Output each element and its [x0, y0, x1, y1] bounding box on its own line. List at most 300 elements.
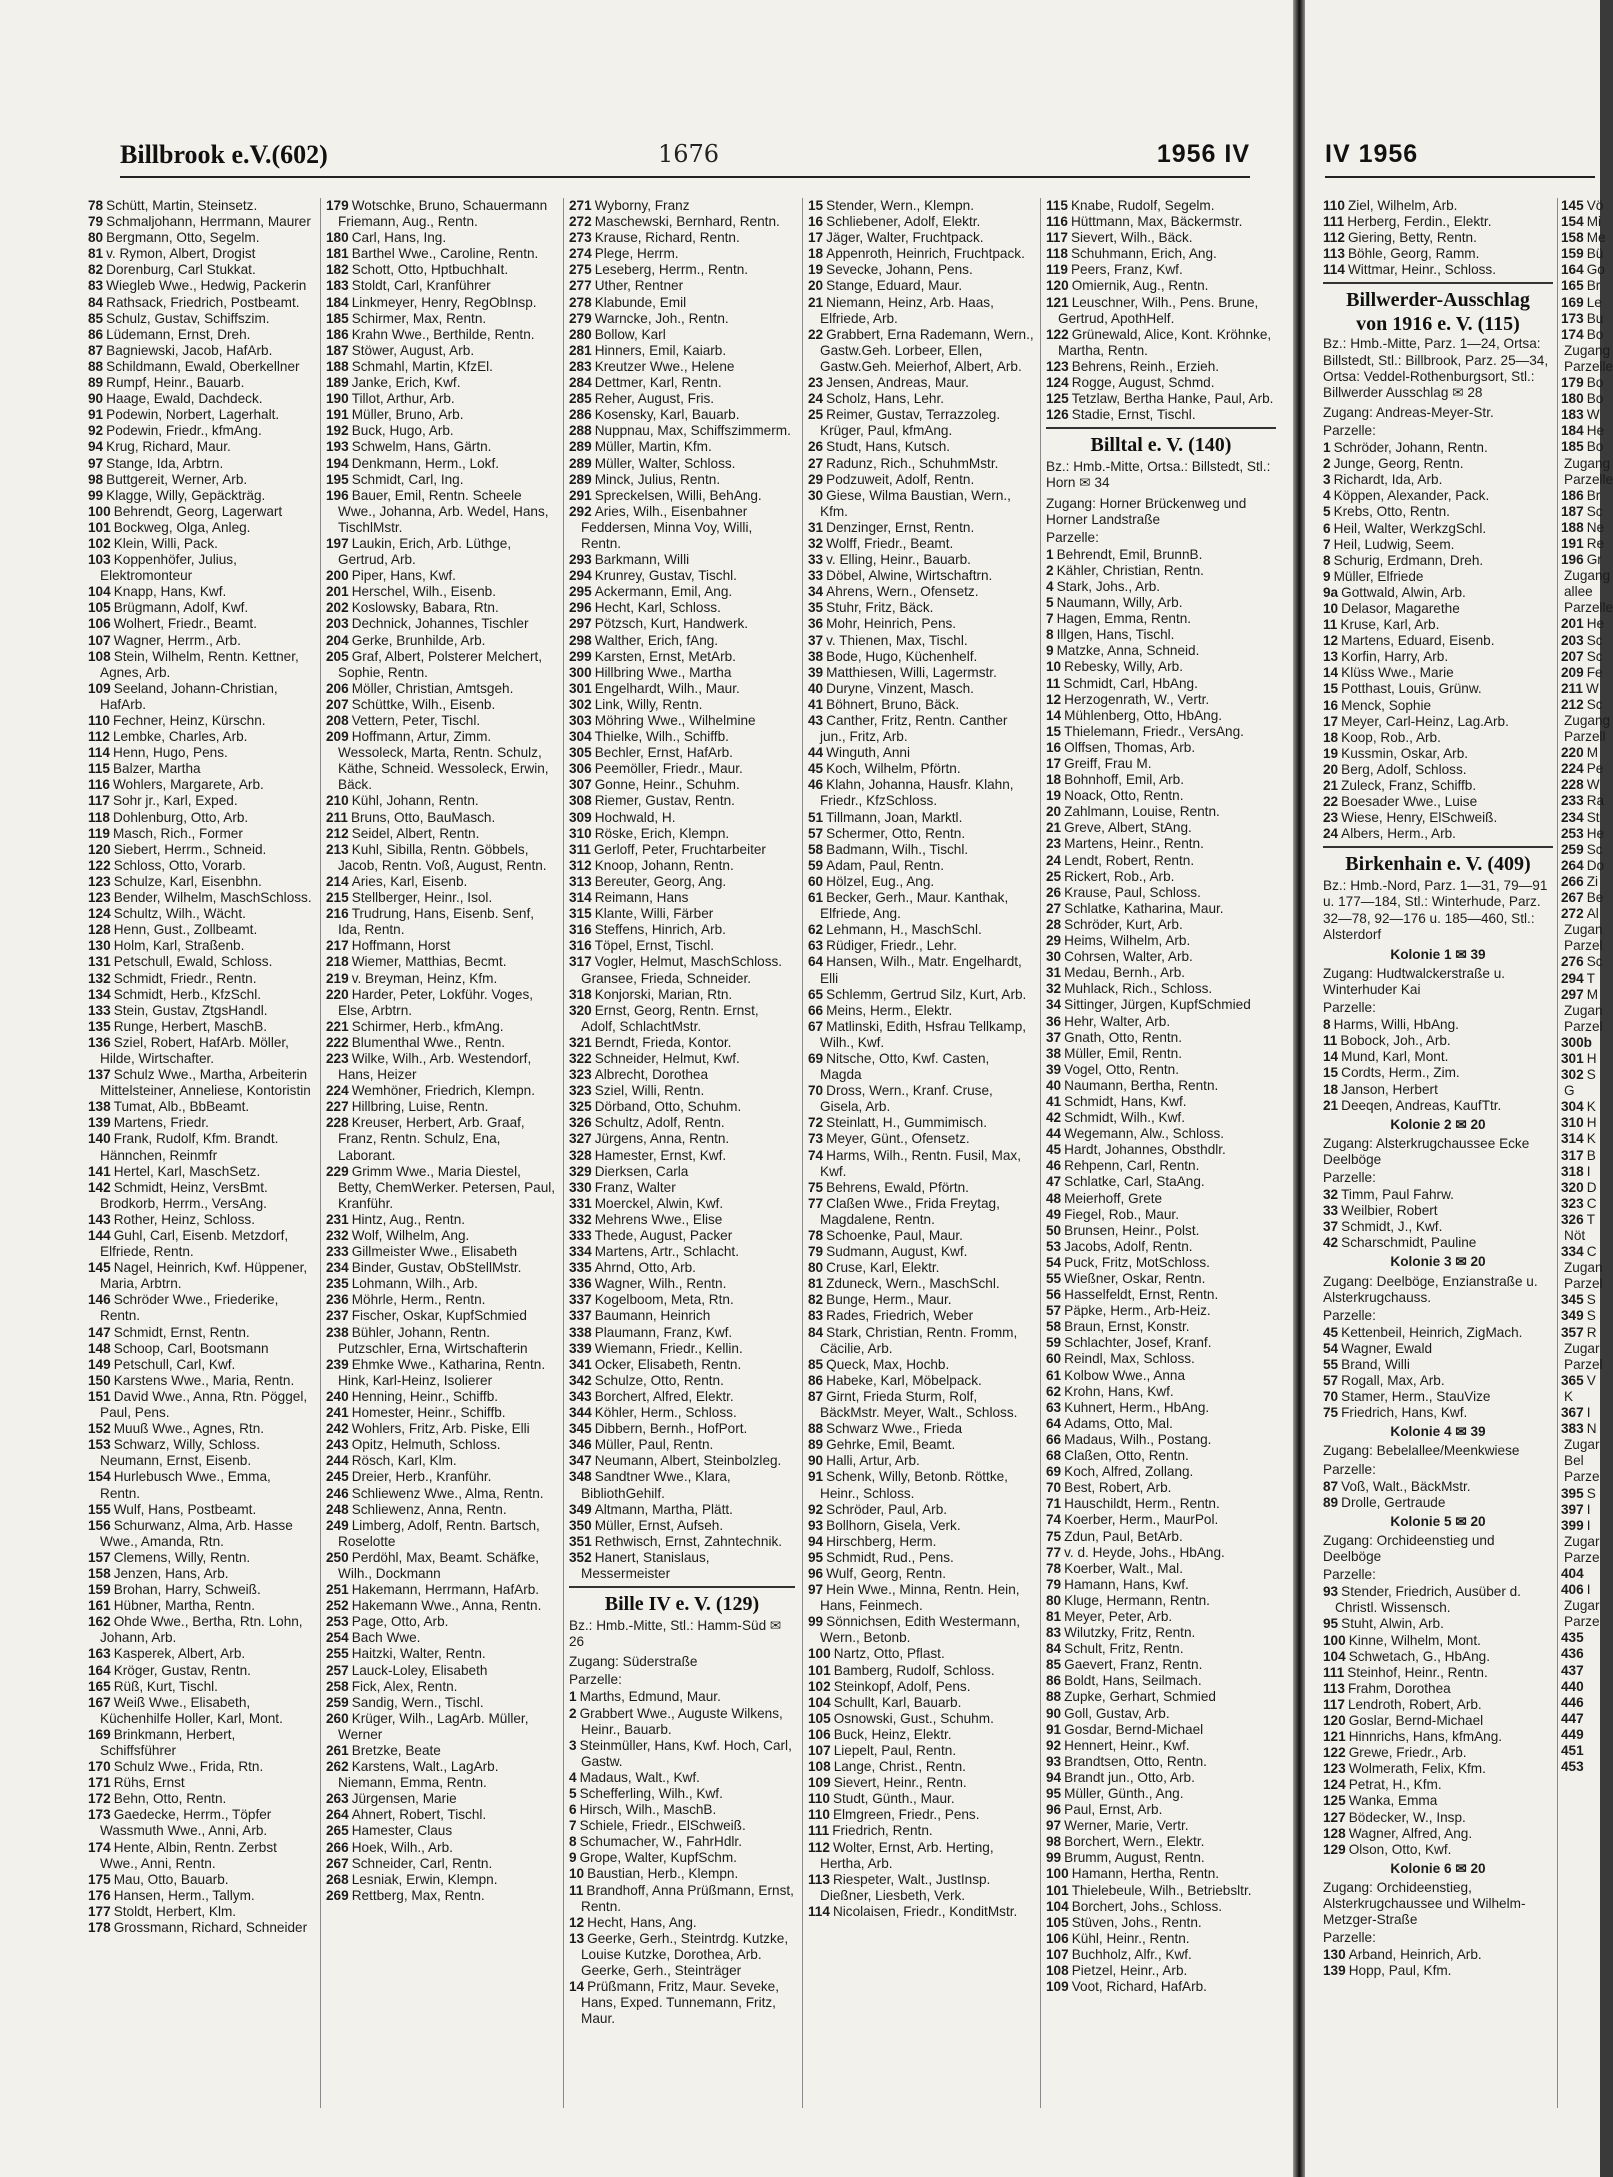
parcel-number: 162	[88, 1614, 111, 1630]
entry-text: Parzelle	[1564, 358, 1613, 374]
entry-text: Buck, Heinz, Elektr.	[833, 1726, 952, 1742]
parcel-number: 220	[326, 986, 349, 1002]
entry-text: Giese, Wilma Baustian, Wern., Kfm.	[820, 487, 1011, 519]
list-item	[1046, 1448, 1276, 1464]
parcel-number: 277	[569, 278, 592, 294]
entry-text: T	[1586, 1211, 1595, 1227]
entry-text: Dreier, Herb., Kranführ.	[351, 1469, 492, 1485]
parcel-number: 348	[569, 1469, 592, 1485]
parcel-number: 106	[88, 616, 111, 632]
parcel-number: 182	[326, 262, 349, 278]
entry-text: Möhrle, Herm., Rentn.	[351, 1292, 486, 1308]
list-item	[808, 568, 1034, 584]
list-item	[1561, 310, 1604, 327]
list-item	[1046, 708, 1276, 724]
parcel-number: 154	[1561, 214, 1584, 230]
parcel-number: 75	[808, 1179, 824, 1195]
list-item	[808, 777, 1034, 809]
list-item	[1561, 295, 1600, 311]
parcel-number: 228	[1561, 777, 1584, 793]
list-item	[1561, 906, 1600, 922]
entry-text: Rother, Heinz, Schloss.	[113, 1211, 255, 1227]
parcel-label: Parzelle:	[1323, 422, 1376, 438]
list-item	[88, 826, 314, 842]
list-item	[88, 1888, 314, 1904]
parcel-number: 365	[1561, 1372, 1584, 1388]
parcel-number: 68	[1046, 1448, 1062, 1464]
entry-text: Gaevert, Franz, Rentn.	[1064, 1657, 1203, 1673]
entry-text: Zuleck, Franz, Schiffb.	[1341, 778, 1477, 793]
parcel-number: 334	[569, 1244, 592, 1260]
parcel-number: 140	[88, 1131, 111, 1147]
entry-text: Neumann, Albert, Steinbolzleg.	[594, 1453, 782, 1469]
list-item	[1046, 1577, 1276, 1593]
list-item	[1561, 1550, 1600, 1566]
list-item	[569, 1341, 795, 1357]
list-item	[569, 1180, 795, 1196]
entry-text: Re	[1586, 535, 1605, 551]
list-item	[326, 1646, 556, 1662]
parcel-number: 93	[808, 1517, 824, 1533]
parcel-number: 115	[1046, 198, 1068, 213]
entry-text: Geerke, Gerh., Steintrdg. Kutzke, Louise Kutzke, Dorothea, Arb. Geerke, Gerh., Steinträger	[581, 1930, 789, 1979]
parcel-number: 228	[326, 1115, 349, 1131]
list-item	[808, 1566, 1034, 1582]
parcel-number: 46	[1046, 1158, 1062, 1174]
list-item	[88, 1035, 314, 1067]
entry-text: Greve, Albert, StAng.	[1064, 820, 1192, 836]
parcel-number: 280	[569, 326, 592, 342]
parcel-number: 109	[808, 1775, 831, 1791]
list-item	[569, 1357, 795, 1373]
entry-text: Lendt, Robert, Rentn.	[1064, 852, 1195, 868]
list-item	[1561, 1148, 1600, 1164]
list-item	[326, 391, 556, 407]
entry-text: Meins, Herm., Elektr.	[826, 1002, 953, 1018]
list-item	[569, 826, 795, 842]
list-item	[569, 246, 795, 262]
parcel-number: 195	[326, 471, 349, 487]
list-item	[569, 1131, 795, 1147]
entry-text: Janke, Erich, Kwf.	[351, 375, 461, 391]
entry-text: Hamester, Ernst, Kwf.	[594, 1147, 727, 1163]
list-item	[326, 359, 556, 375]
entry-text: Schoenke, Paul, Maur.	[826, 1228, 963, 1243]
parcel-number: 44	[1046, 1126, 1062, 1142]
entry-text: Schultz, Wilh., Wächt.	[113, 906, 246, 922]
list-item	[326, 311, 556, 327]
list-item	[1561, 761, 1604, 777]
entry-text: Hoek, Wilh., Arb.	[351, 1839, 453, 1855]
list-item	[569, 1979, 795, 2027]
list-item	[1323, 1235, 1553, 1251]
list-item	[1046, 917, 1276, 933]
colony-heading: Kolonie 1 ✉ 39	[1390, 946, 1486, 962]
list-item	[1323, 649, 1553, 665]
entry-text: Engelhardt, Wilh., Maur.	[594, 680, 740, 696]
list-item	[808, 954, 1034, 986]
entry-text: Elmgreen, Friedr., Pens.	[832, 1807, 980, 1823]
parcel-number: 15	[1323, 1065, 1339, 1081]
list-item	[569, 1148, 795, 1164]
entry-text: Karsten, Ernst, MetArb.	[594, 648, 736, 664]
entry-text: Schneider, Carl, Rentn.	[351, 1855, 493, 1871]
parcel-number: 149	[88, 1356, 111, 1372]
parcel-number: 93	[1046, 1753, 1062, 1769]
entry-text: Petrat, H., Kfm.	[1348, 1777, 1442, 1793]
parcel-number: 128	[88, 922, 111, 938]
parcel-number: 122	[88, 857, 111, 873]
entry-text: Br	[1586, 487, 1601, 503]
entry-text: Hurlebusch Wwe., Emma, Rentn.	[100, 1469, 271, 1501]
parcel-number: 216	[326, 906, 349, 922]
access-label: Zugang: Andreas-Meyer-Str.	[1323, 404, 1494, 420]
entry-text: Ahrens, Wern., Ofensetz.	[826, 584, 979, 600]
list-item	[1561, 1131, 1600, 1147]
entry-text: Nitsche, Otto, Kwf. Casten, Magda	[820, 1050, 990, 1083]
parcel-number: 188	[326, 358, 349, 374]
parcel-number: 139	[1323, 1963, 1346, 1979]
list-item	[1046, 1368, 1276, 1384]
entry-text: Moerckel, Alwin, Kwf.	[594, 1195, 724, 1211]
parcel-number: 31	[1046, 965, 1062, 981]
entry-text: Studt, Günth., Maur.	[832, 1791, 955, 1807]
list-item	[88, 230, 314, 246]
entry-text: Bender, Wilhelm, MaschSchloss.	[113, 890, 312, 906]
list-item	[326, 1292, 556, 1308]
entry-text: S	[1586, 1308, 1596, 1324]
parcel-number: 101	[1046, 1882, 1069, 1898]
parcel-number: 22	[808, 326, 824, 342]
parcel-number: 4	[1323, 488, 1331, 504]
list-item	[1561, 1083, 1600, 1099]
entry-text: Stöwer, August, Arb.	[351, 342, 475, 358]
parcel-number: 78	[808, 1228, 824, 1243]
parcel-number: 286	[569, 407, 592, 423]
list-item	[808, 633, 1034, 649]
entry-text: Thielemann, Friedr., VersAng.	[1064, 723, 1244, 739]
list-item	[1323, 440, 1553, 456]
list-item	[569, 1196, 795, 1212]
list-item	[1561, 423, 1605, 439]
parcel-number: 107	[1046, 1946, 1069, 1962]
list-item	[1561, 1115, 1600, 1131]
list-item	[326, 987, 556, 1019]
entry-text: Krug, Richard, Maur.	[106, 439, 231, 455]
list-item	[808, 584, 1034, 600]
parcel-number: 284	[569, 375, 592, 391]
access-label: Zugang: Hudtwalckerstraße u. Winterhuder Kai	[1323, 965, 1506, 997]
parcel-number: 111	[1323, 214, 1345, 230]
entry-text: Meyer, Günt., Ofensetz.	[826, 1131, 970, 1147]
entry-text: Koch, Wilhelm, Pförtn.	[826, 761, 961, 777]
list-item	[88, 616, 314, 632]
list-item	[808, 826, 1034, 842]
list-item	[88, 359, 314, 375]
parcel-number: 207	[326, 696, 349, 712]
list-item	[808, 278, 1034, 294]
entry-text: Bödecker, W., Insp.	[1348, 1809, 1466, 1825]
parcel-number: 237	[326, 1308, 349, 1324]
list-item	[808, 842, 1034, 858]
list-item	[1561, 1582, 1600, 1598]
list-item	[1046, 295, 1276, 327]
parcel-number: 21	[1323, 778, 1339, 793]
parcel-number: 132	[88, 970, 111, 986]
parcel-number: 20	[1323, 761, 1339, 777]
entry-text: Müller, Walter, Schloss.	[594, 455, 736, 471]
parcel-number: 31	[808, 519, 824, 535]
directory-column-2	[326, 198, 556, 2108]
list-item	[1561, 1002, 1603, 1019]
entry-text: St	[1586, 809, 1600, 825]
list-item	[1046, 1046, 1276, 1062]
entry-text: Aries, Karl, Eisenb.	[351, 873, 468, 889]
list-item	[1046, 885, 1276, 901]
entry-text: Schröder Wwe., Friederike, Rentn.	[100, 1292, 279, 1324]
entry-text: Klein, Willi, Pack.	[113, 535, 218, 551]
entry-text: Schult, Fritz, Rentn.	[1064, 1641, 1184, 1657]
parcel-number: 110	[808, 1791, 830, 1807]
entry-text: Hamann, Hans, Kwf.	[1064, 1576, 1189, 1592]
entry-text: M	[1586, 745, 1599, 761]
list-item	[326, 1791, 556, 1807]
parcel-number: 234	[1561, 809, 1584, 825]
parcel-number: 238	[326, 1324, 349, 1340]
entry-text: Liepelt, Paul, Rentn.	[833, 1743, 957, 1758]
parcel-number: 323	[1561, 1195, 1584, 1211]
parcel-number: 102	[88, 535, 111, 551]
entry-text: Tillmann, Joan, Marktl.	[826, 809, 963, 825]
entry-text: Zupke, Gerhart, Schmied	[1064, 1689, 1216, 1705]
parcel-number: 84	[1046, 1641, 1062, 1657]
list-item	[569, 1051, 795, 1067]
entry-text: Schoop, Carl, Bootsmann	[113, 1340, 269, 1356]
list-item	[1323, 1697, 1553, 1713]
entry-text: Laukin, Erich, Arb. Lüthge, Gertrud, Arb.	[338, 535, 512, 568]
entry-text: Linkmeyer, Henry, RegObInsp.	[351, 294, 537, 310]
list-item	[88, 1389, 314, 1421]
list-item	[569, 214, 795, 230]
list-item	[326, 1598, 556, 1614]
list-item	[88, 954, 314, 970]
entry-text: Schultz, Adolf, Rentn.	[594, 1115, 725, 1131]
list-item	[326, 488, 556, 536]
list-item	[1561, 471, 1613, 488]
parcel-number: 345	[569, 1421, 592, 1437]
list-item	[569, 745, 795, 761]
parcel-number: 43	[808, 713, 824, 728]
entry-text: Habeke, Karl, Möbelpack.	[826, 1372, 982, 1388]
parcel-number: 45	[808, 761, 824, 777]
list-item	[808, 1019, 1034, 1051]
entry-text: Bo	[1586, 391, 1604, 407]
parcel-number: 4	[1046, 578, 1054, 594]
parcel-number: 296	[569, 600, 592, 616]
parcel-number: 161	[88, 1598, 111, 1614]
list-item	[1323, 746, 1553, 762]
page-number: 1676	[658, 140, 720, 168]
entry-text: Stange, Ida, Arbtrn.	[106, 455, 224, 471]
entry-text: Martens, Artr., Schlacht.	[594, 1244, 739, 1260]
list-item	[1323, 1495, 1553, 1511]
entry-text: Grimm Wwe., Maria Diestel, Betty, ChemWerker. Petersen, Paul, Kranführ.	[338, 1163, 556, 1211]
parcel-number: 93	[1323, 1584, 1339, 1600]
list-item	[88, 327, 314, 343]
parcel-number: 223	[326, 1050, 349, 1066]
entry-text: Kussmin, Oskar, Arb.	[1341, 745, 1469, 761]
parcel-number: 9	[1046, 643, 1054, 659]
list-item	[1323, 1373, 1553, 1389]
list-item	[1046, 407, 1276, 423]
entry-text: Sc	[1586, 954, 1603, 970]
parcel-number: 295	[569, 584, 592, 600]
list-item	[1323, 1777, 1553, 1793]
entry-text: Döbel, Alwine, Wirtschaftrn.	[826, 568, 993, 584]
list-item	[569, 1866, 795, 1882]
entry-text: Knoop, Johann, Rentn.	[594, 857, 734, 873]
entry-text: Claßen Wwe., Frida Freytag, Magdalene, Rentn.	[820, 1195, 1000, 1227]
entry-text: I	[1586, 1501, 1591, 1517]
entry-text: Stender, Wern., Klempn.	[826, 198, 974, 213]
parcel-number: 153	[88, 1437, 111, 1453]
entry-text: Schröder, Kurt, Arb.	[1064, 916, 1183, 932]
list-item	[569, 1534, 795, 1550]
entry-text: Haage, Ewald, Dachdeck.	[106, 391, 263, 407]
entry-text: Graf, Albert, Polsterer Melchert, Sophie, Rentn.	[338, 648, 543, 680]
parcel-number: 5	[1323, 504, 1331, 520]
list-item	[88, 1131, 314, 1163]
entry-text: Krause, Paul, Schloss.	[1064, 884, 1201, 900]
parcel-number: 99	[808, 1614, 824, 1630]
entry-text: Bohnhoff, Emil, Arb.	[1064, 772, 1185, 788]
entry-text: Mehrens Wwe., Elise	[594, 1211, 723, 1227]
list-item	[88, 1566, 314, 1582]
entry-text: Stoldt, Herbert, Klm.	[113, 1903, 237, 1919]
list-item	[326, 1115, 556, 1163]
entry-text: Schumacher, W., FahrHdlr.	[579, 1834, 742, 1850]
list-item	[1561, 1518, 1600, 1534]
directory-column-3	[569, 198, 795, 2108]
association-heading: Birkenhain e. V. (409)	[1345, 853, 1531, 876]
entry-text: Krause, Richard, Rentn.	[594, 230, 740, 246]
parcel-number: 2	[1046, 562, 1054, 578]
list-item	[808, 472, 1034, 488]
running-header	[120, 140, 1250, 174]
parcel-number: 18	[1323, 1081, 1339, 1097]
parcel-number: 3	[569, 1737, 577, 1753]
entry-text: Mohr, Heinrich, Pens.	[826, 616, 957, 632]
entry-text: Schullt, Karl, Bauarb.	[833, 1694, 962, 1710]
parcel-number: 14	[1046, 707, 1062, 723]
list-item	[1561, 1743, 1600, 1759]
list-item	[808, 536, 1034, 552]
list-item	[1561, 1276, 1603, 1292]
list-item	[808, 1614, 1034, 1646]
entry-text: Niemann, Heinz, Arb. Haas, Elfriede, Arb.	[820, 294, 994, 326]
list-item	[569, 1244, 795, 1260]
entry-text: Matzke, Anna, Schneid.	[1056, 643, 1200, 659]
entry-text: Reindl, Max, Schloss.	[1064, 1351, 1195, 1367]
parcel-number: 406	[1561, 1582, 1584, 1598]
list-item	[1323, 714, 1553, 730]
entry-text: Rogge, August, Schmd.	[1071, 375, 1215, 391]
entry-text: Krahn Wwe., Berthilde, Rentn.	[351, 326, 535, 342]
list-item	[1046, 1657, 1276, 1673]
entry-text: Le	[1586, 294, 1602, 310]
parcel-number: 163	[88, 1646, 111, 1662]
list-item	[1046, 836, 1276, 852]
list-item	[569, 1786, 795, 1802]
entry-text: Wiese, Henry, ElSchweiß.	[1341, 810, 1498, 826]
entry-text: Gehrke, Emil, Beamt.	[826, 1437, 956, 1453]
entry-text: Rogall, Max, Arb.	[1341, 1373, 1445, 1389]
entry-text: Hopp, Paul, Kfm.	[1348, 1963, 1452, 1979]
parcel-number: 215	[326, 890, 349, 906]
list-item	[1323, 1065, 1553, 1081]
list-item	[1046, 595, 1276, 611]
list-item	[1046, 1255, 1276, 1271]
parcel-number: 16	[1323, 697, 1339, 713]
entry-text: Wegemann, Alw., Schloss.	[1064, 1126, 1225, 1142]
list-item	[1046, 1850, 1276, 1866]
list-item	[1561, 713, 1611, 729]
parcel-number: 33	[808, 552, 824, 568]
column-divider	[320, 198, 321, 2108]
parcel-number: 111	[1323, 1664, 1345, 1680]
list-item	[1046, 772, 1276, 788]
list-item	[326, 1035, 556, 1051]
entry-text: Harder, Peter, Lokführ. Voges, Else, Arbtrn.	[338, 986, 534, 1018]
entry-text: Ziel, Wilhelm, Arb.	[1347, 198, 1458, 213]
parcel-number: 62	[808, 922, 824, 938]
list-item	[808, 810, 1034, 826]
list-item	[1323, 633, 1553, 649]
list-item	[326, 1276, 556, 1292]
list-item	[1046, 627, 1276, 643]
entry-text: Bagniewski, Jacob, HafArb.	[106, 342, 273, 358]
entry-text: Wagner, Alfred, Ang.	[1348, 1825, 1473, 1841]
list-item	[808, 1437, 1034, 1453]
list-item	[326, 1695, 556, 1711]
entry-text: Ahnert, Robert, Tischl.	[351, 1807, 487, 1823]
list-item	[1046, 278, 1276, 294]
parcel-number: 82	[88, 262, 104, 278]
entry-text: Sohr jr., Karl, Exped.	[112, 793, 238, 809]
parcel-number: 320	[1561, 1179, 1584, 1195]
association-location: Bz.: Hmb.-Nord, Parz. 1—31, 79—91 u. 177—184, Stl.: Winterhude, Parz. 32—78, 92—176 u. 185—460, Stl.: Alsterdorf	[1323, 878, 1548, 942]
parcel-number: 320	[569, 1002, 592, 1018]
entry-text: Wagner, Ewald	[1341, 1340, 1433, 1356]
list-item	[808, 1325, 1034, 1357]
parcel-number: 254	[326, 1630, 349, 1646]
parcel-number: 180	[1561, 391, 1584, 407]
list-item	[326, 1421, 556, 1437]
parcel-number: 313	[569, 873, 592, 889]
list-item	[326, 1325, 556, 1357]
parcel-number: 75	[1323, 1405, 1339, 1421]
access-label: Zugang: Süderstraße	[569, 1654, 698, 1670]
list-item	[326, 1083, 556, 1099]
parcel-number: 26	[1046, 884, 1062, 900]
entry-text: Kuhnert, Herm., HbAng.	[1064, 1399, 1210, 1415]
list-item	[1323, 778, 1553, 794]
list-item	[808, 1389, 1034, 1421]
entry-text: Berndt, Frieda, Kontor.	[594, 1034, 732, 1050]
parcel-number: 10	[1046, 659, 1062, 675]
entry-text: Hamester, Claus	[351, 1823, 453, 1839]
parcel-number: 24	[1323, 826, 1339, 842]
